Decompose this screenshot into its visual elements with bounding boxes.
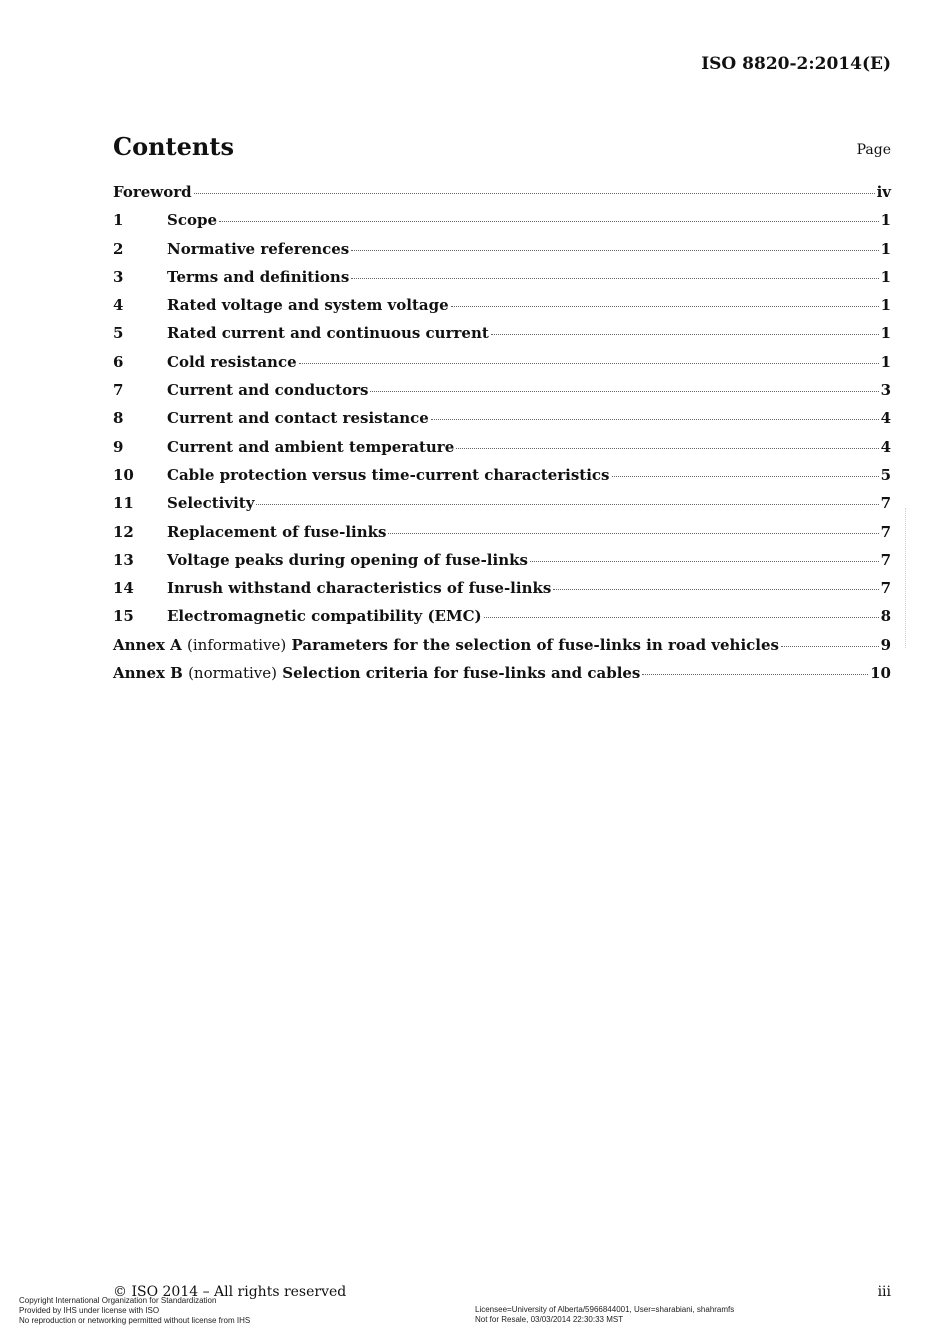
toc-entry-title: Terms and definitions	[167, 267, 350, 286]
dot-leader	[642, 674, 868, 675]
license-line: No reproduction or networking permitted without license from IHS	[19, 1316, 251, 1325]
toc-entry[interactable]	[113, 466, 891, 494]
dot-leader	[256, 504, 878, 505]
toc-entry[interactable]	[113, 523, 891, 551]
annex-kind: (informative)	[187, 635, 287, 654]
toc-entry[interactable]	[113, 494, 891, 522]
license-line: Licensee=University of Alberta/5966844001, User=sharabiani, shahramfs	[475, 1305, 735, 1314]
footer-page-number: iii	[877, 1284, 891, 1300]
dot-leader	[370, 391, 878, 392]
dot-leader	[194, 193, 875, 194]
toc-entry-number: 6	[113, 352, 124, 371]
toc-entry[interactable]	[113, 353, 891, 381]
toc-entry-number: 14	[113, 579, 134, 598]
toc-entry-title: Electromagnetic compatibility (EMC)	[167, 607, 482, 626]
annex-label: Annex A	[113, 635, 182, 654]
dot-leader	[388, 533, 878, 534]
annex-heading	[113, 636, 779, 654]
dot-leader	[553, 589, 878, 590]
toc-entry-number: 4	[113, 296, 124, 315]
toc-entry[interactable]	[113, 296, 891, 324]
dot-leader	[219, 221, 879, 222]
toc-entry-title: Rated voltage and system voltage	[167, 296, 449, 315]
toc-entry-page: 7	[880, 494, 891, 513]
toc-entry-title: Rated current and continuous current	[167, 324, 489, 343]
toc-entry-number: 8	[113, 409, 124, 428]
toc-entry[interactable]	[113, 268, 891, 296]
dot-leader	[456, 448, 878, 449]
toc-entry-title: Cold resistance	[167, 352, 297, 371]
toc-entry-page: 4	[880, 437, 891, 456]
toc-entry-page: 1	[880, 211, 891, 230]
toc-entry-title: Inrush withstand characteristics of fuse-links	[167, 579, 552, 598]
annex-kind: (normative)	[188, 664, 277, 683]
toc-entry-title: Selectivity	[167, 494, 255, 513]
toc-entry-page: 5	[880, 465, 891, 484]
dot-leader	[351, 250, 878, 251]
toc-entry-page: 1	[880, 267, 891, 286]
toc-entry-number: 13	[113, 550, 134, 569]
toc-entry-title: Current and contact resistance	[167, 409, 429, 428]
toc-entry-number: 12	[113, 522, 134, 541]
toc-annex-entry[interactable]	[113, 636, 891, 664]
page-column-label: Page	[856, 142, 891, 158]
toc-entry-number: 1	[113, 211, 124, 230]
toc-entry[interactable]	[113, 409, 891, 437]
annex-label: Annex B	[113, 664, 183, 683]
toc-annex-entry[interactable]	[113, 664, 891, 692]
toc-entry-page: 4	[880, 409, 891, 428]
table-of-contents	[113, 183, 891, 692]
toc-entry-title: Scope	[167, 211, 218, 230]
toc-entry[interactable]	[113, 551, 891, 579]
toc-entry-number: 5	[113, 324, 124, 343]
toc-entry-title: Voltage peaks during opening of fuse-links	[167, 550, 528, 569]
toc-entry-page: 7	[880, 550, 891, 569]
toc-entry-page: 7	[880, 522, 891, 541]
toc-entry-number: 15	[113, 607, 134, 626]
toc-entry-number: 9	[113, 437, 124, 456]
dot-leader	[612, 476, 879, 477]
toc-entry[interactable]	[113, 579, 891, 607]
toc-entry-number: 3	[113, 267, 124, 286]
annex-title: Selection criteria for fuse-links and cables	[282, 664, 641, 683]
toc-entry-page: 1	[880, 296, 891, 315]
toc-entry[interactable]	[113, 324, 891, 352]
toc-entry[interactable]	[113, 607, 891, 635]
license-line: Copyright International Organization for Standardization	[19, 1296, 217, 1305]
toc-entry-page: iv	[876, 183, 891, 201]
toc-entry-page: 1	[880, 352, 891, 371]
contents-title: Contents	[113, 132, 234, 161]
dot-leader	[491, 334, 879, 335]
annex-heading	[113, 664, 640, 682]
dot-leader	[484, 617, 879, 618]
toc-entry-title: Current and ambient temperature	[167, 437, 455, 456]
toc-entry-number: 11	[113, 494, 134, 513]
toc-entry-page: 3	[880, 381, 891, 400]
footer-copyright: © ISO 2014 – All rights reserved	[113, 1284, 347, 1300]
toc-entry-page: 10	[870, 664, 891, 683]
dot-leader	[351, 278, 878, 279]
dot-leader	[431, 419, 879, 420]
dot-leader	[299, 363, 879, 364]
toc-entry[interactable]	[113, 381, 891, 409]
toc-entry-page: 9	[880, 635, 891, 654]
license-line: Provided by IHS under license with ISO	[19, 1306, 160, 1315]
license-notice-left	[19, 1296, 250, 1326]
toc-entry-page: 7	[880, 579, 891, 598]
license-notice-right	[475, 1305, 734, 1325]
toc-entry-title: Cable protection versus time-current characteristics	[167, 465, 610, 484]
margin-watermark	[905, 508, 912, 648]
toc-entry-title: Foreword	[113, 183, 192, 201]
dot-leader	[530, 561, 879, 562]
toc-entry-number: 7	[113, 381, 124, 400]
toc-entry-page: 1	[880, 324, 891, 343]
toc-entry-number: 10	[113, 465, 134, 484]
dot-leader	[781, 646, 879, 647]
dot-leader	[451, 306, 879, 307]
toc-entry[interactable]	[113, 183, 891, 211]
document-id: ISO 8820-2:2014(E)	[701, 54, 891, 74]
license-line: Not for Resale, 03/03/2014 22:30:33 MST	[475, 1315, 624, 1324]
toc-entry-page: 8	[880, 607, 891, 626]
toc-entry-title: Normative references	[167, 239, 350, 258]
annex-title: Parameters for the selection of fuse-links in road vehicles	[291, 635, 779, 654]
toc-entry[interactable]	[113, 438, 891, 466]
toc-entry[interactable]	[113, 240, 891, 268]
toc-entry-title: Replacement of fuse-links	[167, 522, 387, 541]
toc-entry-number: 2	[113, 239, 124, 258]
toc-entry-page: 1	[880, 239, 891, 258]
toc-entry[interactable]	[113, 211, 891, 239]
toc-entry-title: Current and conductors	[167, 381, 369, 400]
